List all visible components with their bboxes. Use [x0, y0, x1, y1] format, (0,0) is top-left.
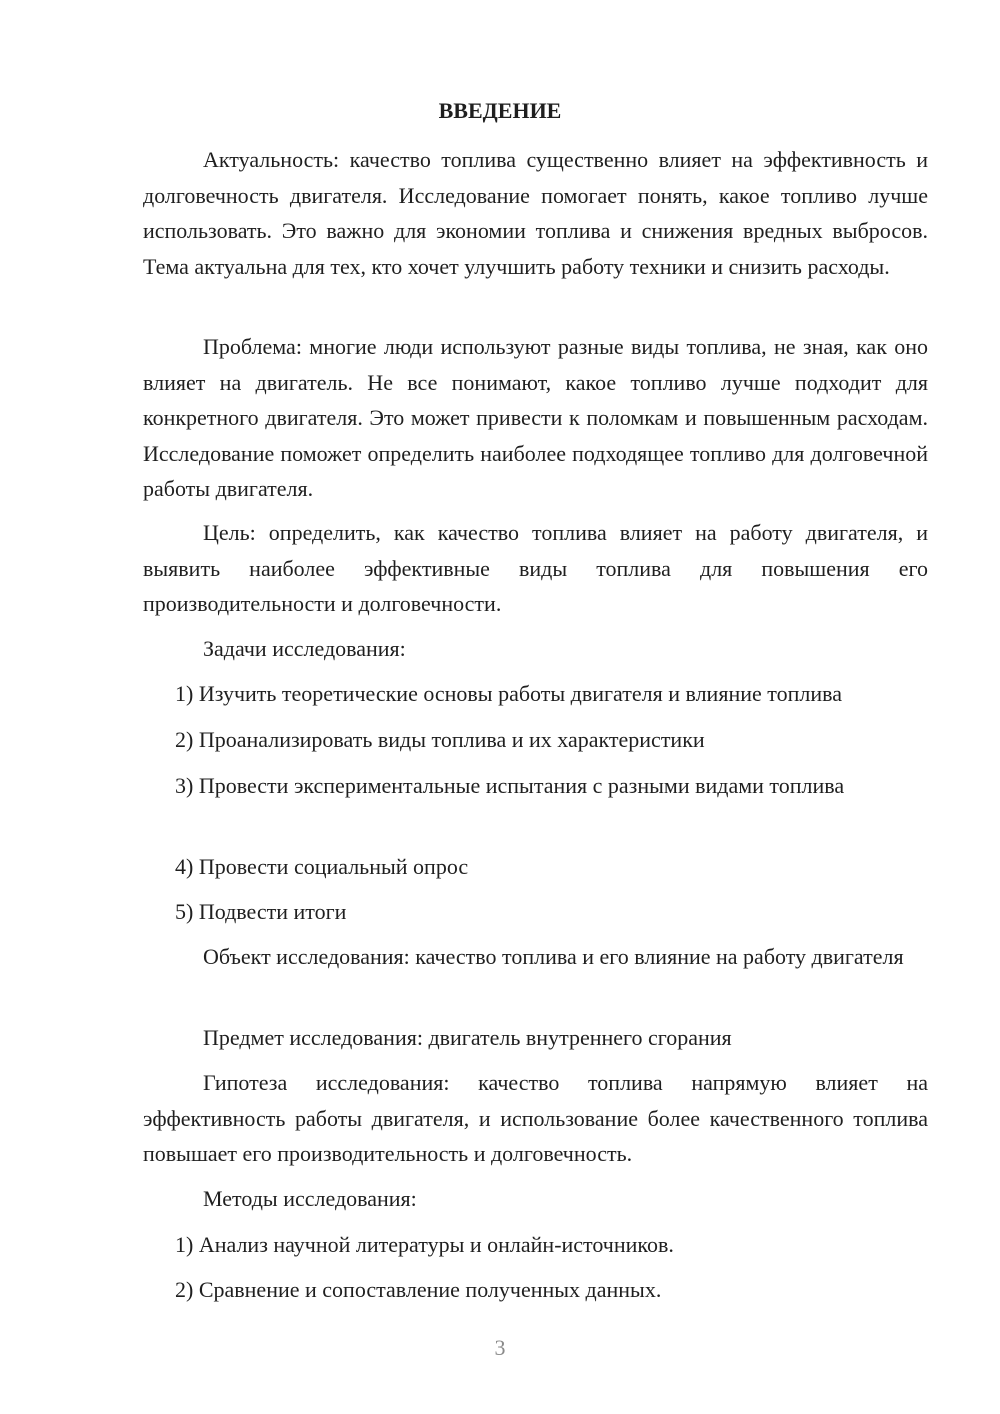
- paragraph-methods-heading: Методы исследования:: [203, 1186, 417, 1211]
- list-item-method-1: 1) Анализ научной литературы и онлайн-источников.: [175, 1232, 674, 1257]
- paragraph-problem: Проблема: многие люди используют разные виды топлива, не зная, как оно влияет на двигатель. Не все понимают, какое топливо лучше подходит для конкретного двигателя. Это может привести к поломкам и повышенным расходам. Исследование поможет определить наиболее подходящее топливо для долговечной работы двигателя.: [143, 334, 928, 501]
- list-item-task-2: 2) Проанализировать виды топлива и их характеристики: [175, 727, 705, 752]
- list-item-task-1: 1) Изучить теоретические основы работы двигателя и влияние топлива: [175, 681, 842, 706]
- paragraph-hypothesis: Гипотеза исследования: качество топлива напрямую влияет на эффективность работы двигателя, и использование более качественного топлива повышает его производительность и долговечность.: [143, 1070, 928, 1166]
- paragraph-object: Объект исследования: качество топлива и его влияние на работу двигателя: [203, 944, 904, 969]
- page-number: 3: [494, 1335, 506, 1360]
- list-item-task-5: 5) Подвести итоги: [175, 899, 347, 924]
- paragraph-goal: Цель: определить, как качество топлива влияет на работу двигателя, и выявить наиболее эффективные виды топлива для повышения его производительности и долговечности.: [143, 520, 928, 616]
- paragraph-tasks-heading: Задачи исследования:: [203, 636, 406, 661]
- paragraph-subject: Предмет исследования: двигатель внутреннего сгорания: [203, 1025, 732, 1050]
- paragraph-relevance: Актуальность: качество топлива существенно влияет на эффективность и долговечность двигателя. Исследование помогает понять, какое топливо лучше использовать. Это важно для экономии топлива и снижения вредных выбросов. Тема актуальна для тех, кто хочет улучшить работу техники и снизить расходы.: [143, 147, 928, 279]
- page-title: ВВЕДЕНИЕ: [438, 98, 562, 123]
- list-item-method-2: 2) Сравнение и сопоставление полученных данных.: [175, 1277, 662, 1302]
- list-item-task-3: 3) Провести экспериментальные испытания с разными видами топлива: [175, 773, 845, 798]
- list-item-task-4: 4) Провести социальный опрос: [175, 854, 469, 879]
